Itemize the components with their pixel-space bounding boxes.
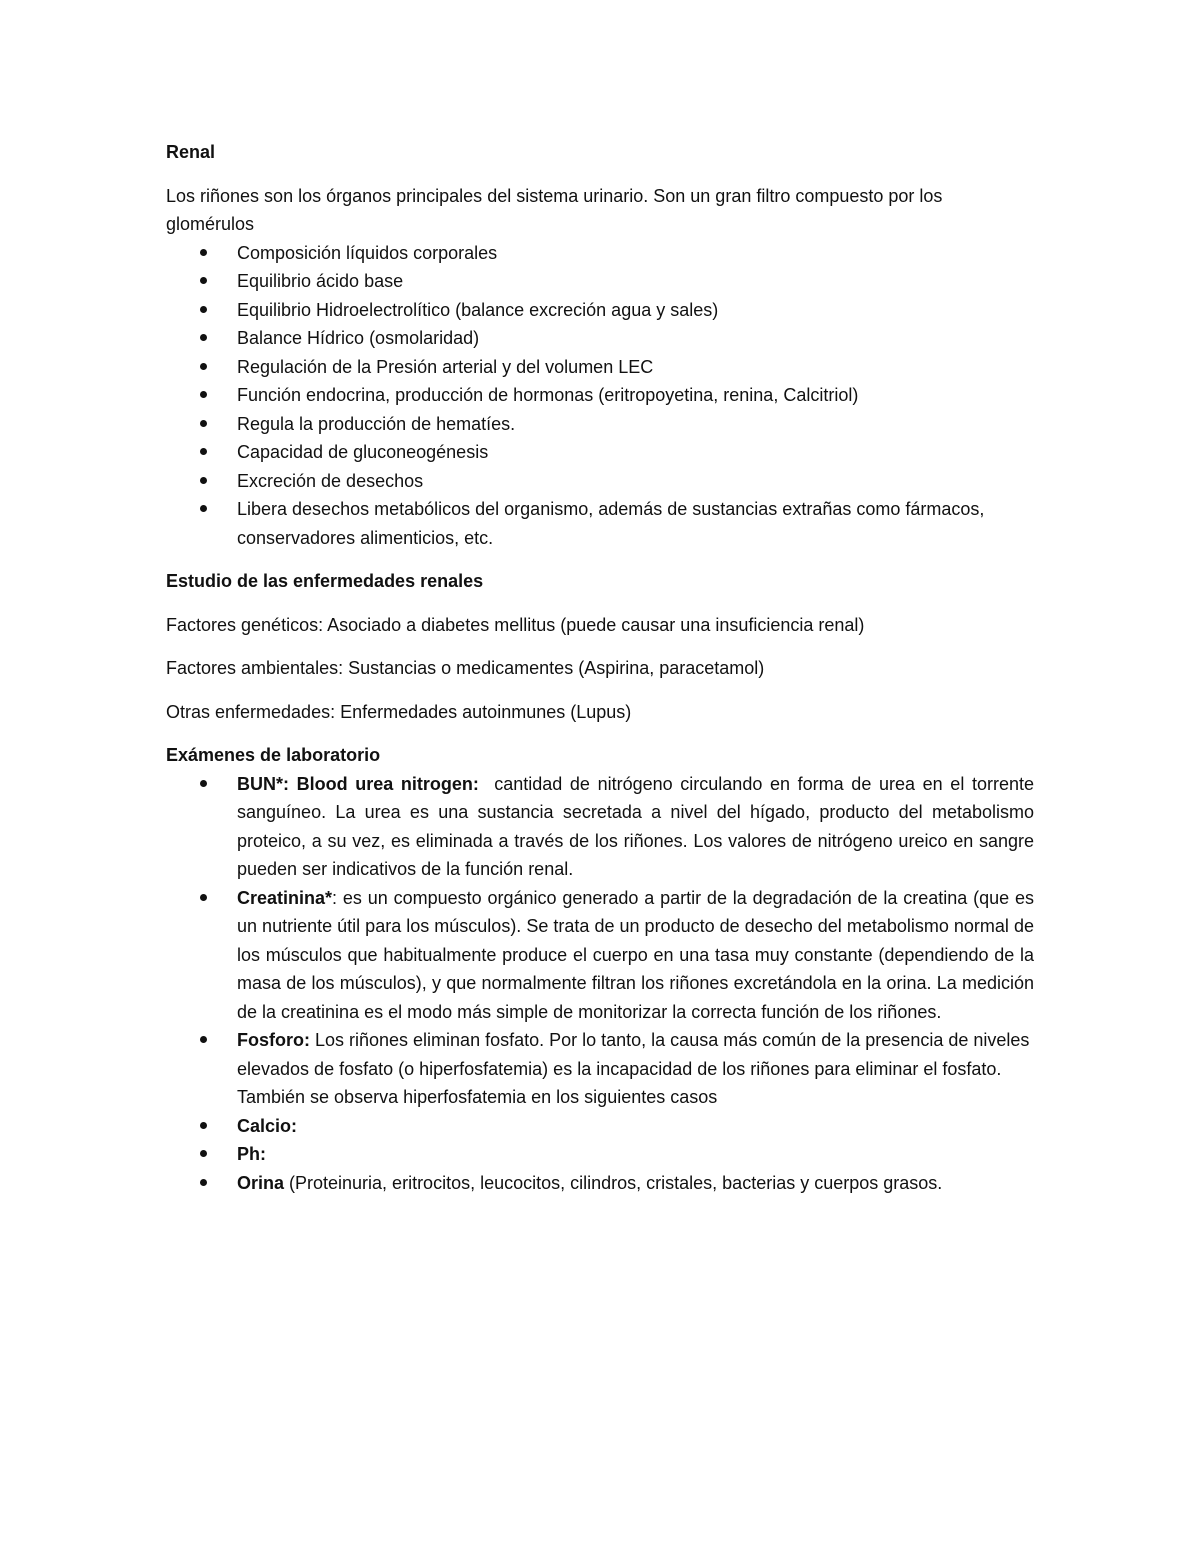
list-item-fosforo: Fosforo: Los riñones eliminan fosfato. Por lo tanto, la causa más común de la presencia de niveles elevados de fosfato (o hiperfosfatemia) es la incapacidad de los riñones para eliminar el fosfato. También se observa hiperfosfatemia en los siguientes casos (166, 1026, 1034, 1112)
list-item-creatinina: Creatinina*: es un compuesto orgánico generado a partir de la degradación de la creatina (que es un nutriente útil para los músculos). Se trata de un producto de desecho del metabolismo normal de los músculos que habitualmente produce el cuerpo en una tasa muy constante (dependiendo de la masa de los músculos), y que normalmente filtran los riñones excretándola en la orina. La medición de la creatinina es el modo más simple de monitorizar la correcta función de los riñones. (166, 884, 1034, 1027)
term-fosforo: Fosforo: (237, 1030, 310, 1050)
lab-exams-list (166, 770, 1040, 1198)
bullet-icon (200, 391, 207, 398)
list-item-calcio (166, 1112, 1034, 1141)
list-item: Libera desechos metabólicos del organismo, además de sustancias extrañas como fármacos, conservadores alimenticios, etc. (166, 495, 1034, 552)
bullet-icon (200, 1036, 207, 1043)
bullet-icon (200, 1179, 207, 1186)
paragraph-factores-ambientales: Factores ambientales: Sustancias o medicamentes (Aspirina, paracetamol) (166, 658, 765, 678)
bullet-icon (200, 334, 207, 341)
bullet-icon (200, 363, 207, 370)
bullet-icon (200, 277, 207, 284)
bullet-icon (200, 249, 207, 256)
list-item: Capacidad de gluconeogénesis (166, 438, 1034, 467)
term-ph: Ph: (237, 1144, 266, 1164)
section-title-enfermedades: Estudio de las enfermedades renales (166, 571, 484, 591)
bullet-icon (200, 448, 207, 455)
list-item: Regulación de la Presión arterial y del volumen LEC (166, 353, 1034, 382)
bullet-icon (200, 420, 207, 427)
list-item: Regula la producción de hematíes. (166, 410, 1034, 439)
intro-paragraph: Los riñones son los órganos principales del sistema urinario. Son un gran filtro compuesto por los glomérulos (166, 185, 943, 234)
section-title-examenes: Exámenes de laboratorio (166, 745, 381, 765)
paragraph-otras-enfermedades: Otras enfermedades: Enfermedades autoinmunes (Lupus) (166, 701, 632, 722)
bullet-icon (200, 306, 207, 313)
bullet-icon (200, 780, 207, 787)
renal-functions-list (166, 239, 1034, 553)
list-item: Equilibrio ácido base (166, 267, 1034, 296)
list-item-ph (166, 1140, 1034, 1169)
bullet-icon (200, 894, 207, 901)
list-item-orina: Orina (Proteinuria, eritrocitos, leucocitos, cilindros, cristales, bacterias y cuerpos grasos. (166, 1169, 1034, 1198)
list-item: Equilibrio Hidroelectrolítico (balance excreción agua y sales) (166, 296, 1034, 325)
document-body (166, 138, 1040, 1197)
bullet-icon (200, 1150, 207, 1157)
list-item: Composición líquidos corporales (166, 239, 1034, 268)
list-item-bun: BUN*: Blood urea nitrogen: cantidad de nitrógeno circulando en forma de urea en el torrente sanguíneo. La urea es una sustancia secretada a nivel del hígado, producto del metabolismo proteico, a su vez, es eliminada a través de los riñones. Los valores de nitrógeno ureico en sangre pueden ser indicativos de la función renal. (166, 770, 1034, 884)
bullet-icon (200, 1122, 207, 1129)
term-bun: BUN*: Blood urea nitrogen: (237, 773, 479, 794)
term-creatinina: Creatinina* (237, 887, 333, 908)
list-item: Balance Hídrico (osmolaridad) (166, 324, 1034, 353)
term-orina: Orina (237, 1172, 285, 1193)
bullet-icon (200, 505, 207, 512)
list-item: Función endocrina, producción de hormonas (eritropoyetina, renina, Calcitriol) (166, 381, 1034, 410)
bullet-icon (200, 477, 207, 484)
section-title-renal: Renal (166, 142, 216, 162)
term-calcio: Calcio: (237, 1115, 298, 1136)
paragraph-factores-geneticos: Factores genéticos: Asociado a diabetes mellitus (puede causar una insuficiencia renal) (166, 614, 865, 635)
list-item: Excreción de desechos (166, 467, 1034, 496)
